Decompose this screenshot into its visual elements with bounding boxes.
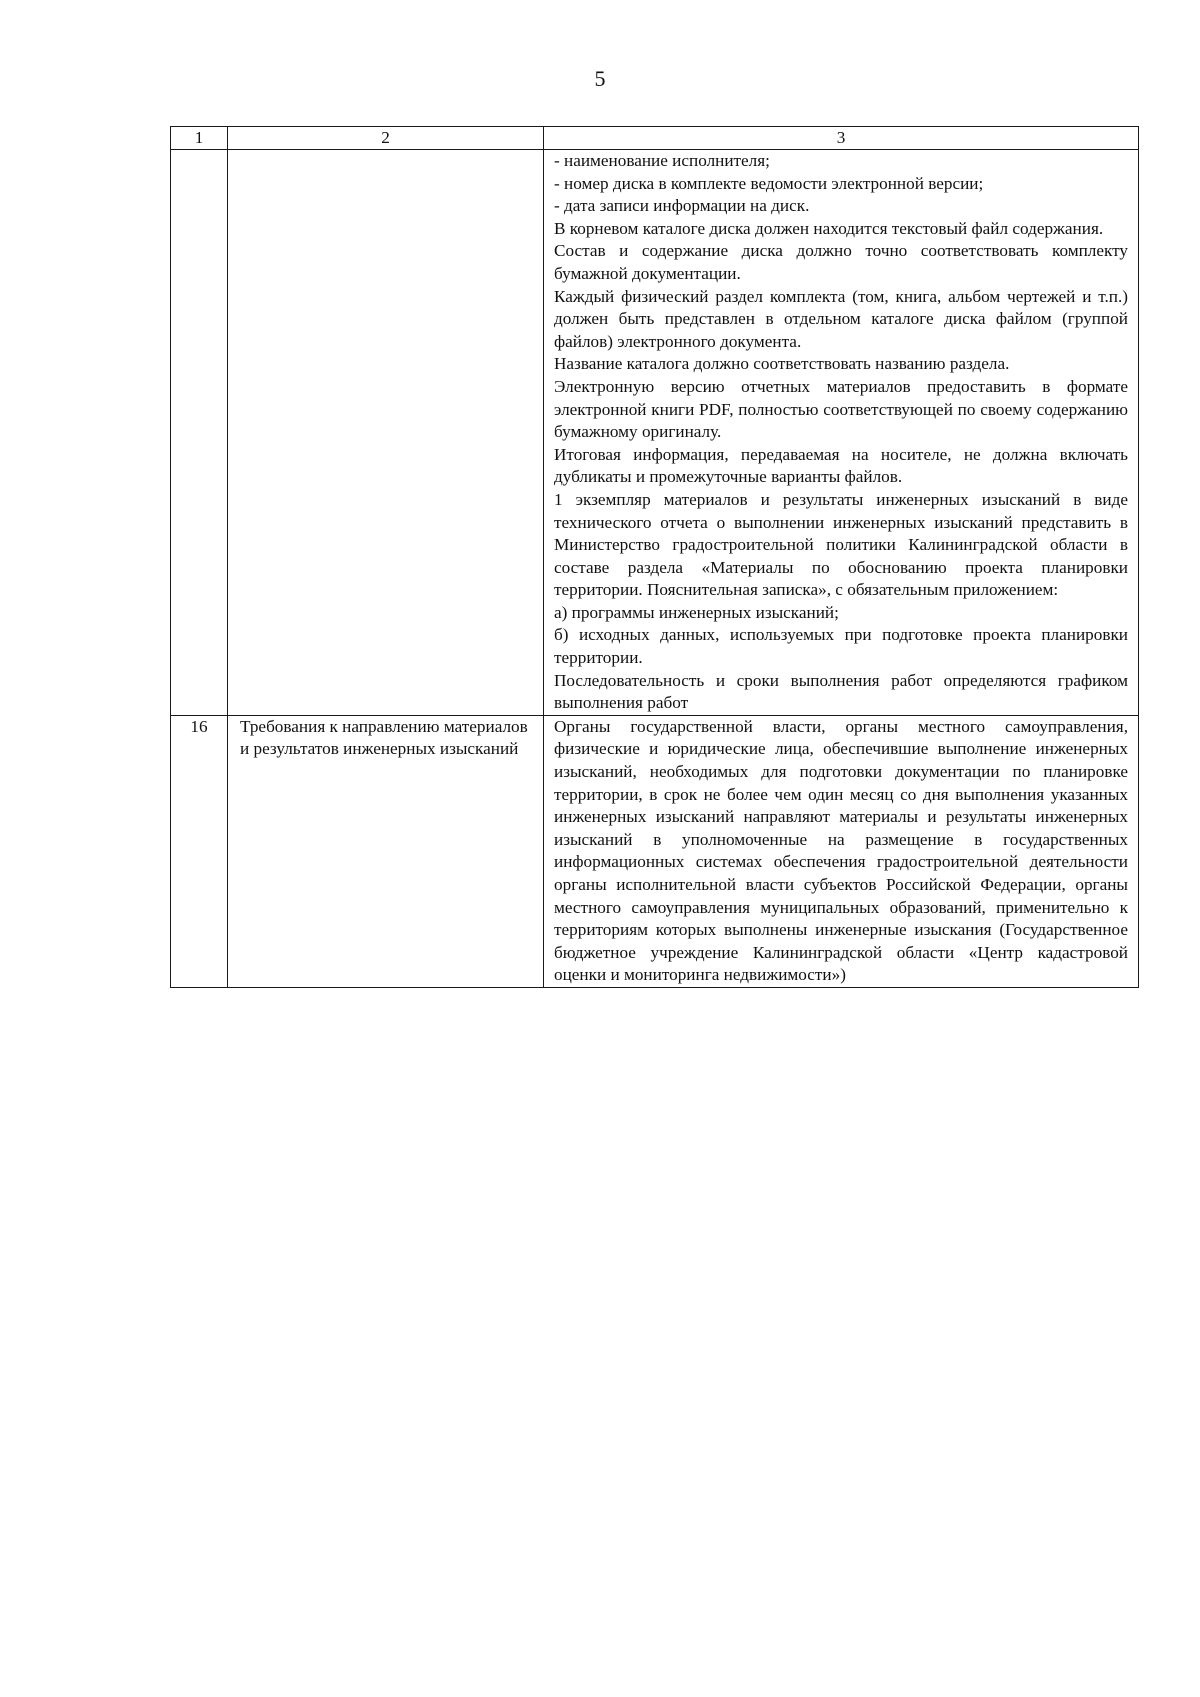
content-paragraph: - дата записи информации на диск. (554, 196, 810, 216)
header-col-3: 3 (544, 127, 1139, 150)
header-col-1: 1 (171, 127, 228, 150)
content-paragraph: Итоговая информация, передаваемая на носителе, не должна включать дубликаты и промежуточные варианты файлов. (554, 444, 1128, 487)
content-paragraph: 1 экземпляр материалов и результаты инженерных изысканий в виде технического отчета о выполнении инженерных изысканий представить в Министерство градостроительной политики Калининградской области в составе раздела «Материалы по обоснованию проекта планировки территории. Пояснительная записка», с обязательным приложением: (554, 489, 1128, 600)
content-paragraph: Последовательность и сроки выполнения работ определяются графиком выполнения работ (554, 670, 1128, 713)
requirements-table (170, 126, 1139, 988)
content-paragraph: - наименование исполнителя; (554, 151, 770, 170)
row-content-cell (544, 715, 1139, 987)
content-paragraph: Органы государственной власти, органы местного самоуправления, физические и юридические лица, обеспечившие выполнение инженерных изысканий, необходимых для подготовки документации по планировке территории, в срок не более чем один месяц со дня выполнения указанных инженерных изысканий направляют материалы и результаты инженерных изысканий в уполномоченные на размещение в государственных информационных системах обеспечения градостроительной деятельности органы исполнительной власти субъектов Российской Федерации, органы местного самоуправления муниципальных образований, применительно к территориям которых выполнены инженерные изыскания (Государственное бюджетное учреждение Калининградской области «Центр кадастровой оценки и мониторинга недвижимости») (554, 716, 1128, 985)
content-paragraph: - номер диска в комплекте ведомости электронной версии; (554, 173, 984, 193)
table-header-row (171, 127, 1139, 150)
row-label-cell (228, 150, 544, 716)
content-paragraph: В корневом каталоге диска должен находится текстовый файл содержания. (554, 218, 1104, 238)
content-paragraph: Каждый физический раздел комплекта (том, книга, альбом чертежей и т.п.) должен быть представлен в отдельном каталоге диска файлом (группой файлов) электронного документа. (554, 286, 1128, 351)
page-number: 5 (594, 66, 606, 91)
row-content-cell (544, 150, 1139, 716)
table-row-continued (171, 150, 1139, 716)
content-paragraph: а) программы инженерных изысканий; (554, 602, 839, 622)
table-row-16 (171, 715, 1139, 987)
content-paragraph: б) исходных данных, используемых при подготовке проекта планировки территории. (554, 625, 1128, 668)
content-paragraph: Электронную версию отчетных материалов предоставить в формате электронной книги PDF, полностью соответствующей по своему содержанию бумажному оригиналу. (554, 376, 1128, 442)
content-paragraph: Состав и содержание диска должно точно соответствовать комплекту бумажной документации. (554, 241, 1128, 283)
content-paragraph: Название каталога должно соответствовать названию раздела. (554, 354, 1010, 374)
row-label-cell: Требования к направлению материалов и результатов инженерных изысканий (228, 715, 544, 987)
header-col-2: 2 (228, 127, 544, 150)
row-number-cell: 16 (171, 715, 228, 987)
row-number-cell (171, 150, 228, 716)
